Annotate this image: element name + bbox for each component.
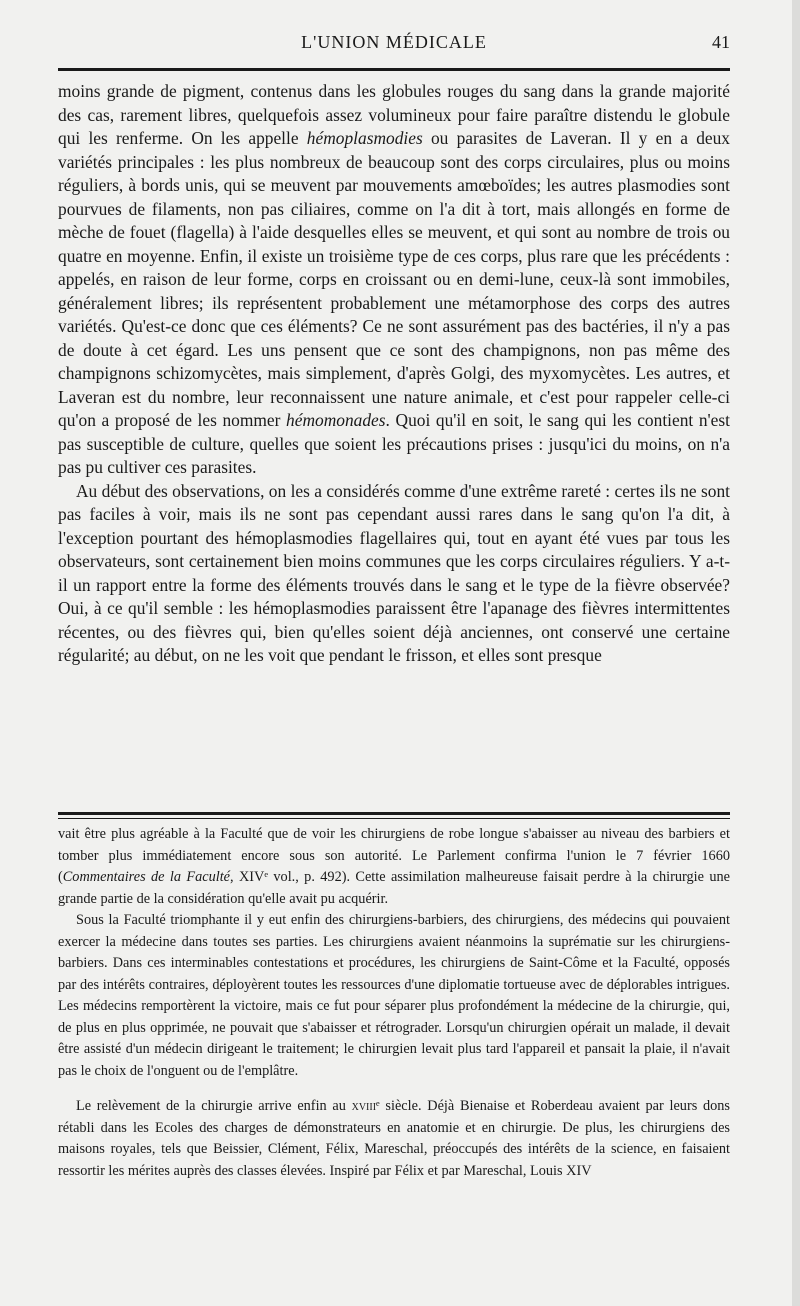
footnote-paragraph-3	[58, 1096, 730, 1182]
footnote-paragraph-2: Sous la Faculté triomphante il y eut enfin des chirurgiens-barbiers, des chirurgiens, des médecins qui pouvaient exercer la médecine dans toutes ses parties. Les chirurgiens avaient néanmoins la suprématie sur les chirurgiens-barbiers. Dans ces interminables contestations et procédures, les chirurgiens de Saint-Côme et la Faculté, opposés par des intérêts contraires, déployèrent toutes les ressources d'une diplomatie tortueuse avec de déplorables intrigues. Les médecins remportèrent la victoire, mais ce fut pour séparer plus profondément la médecine de la chirurgie, qui, de plus en plus opprimée, ne pouvait que s'abaisser et rétrograder. Lorsqu'un chirurgien opérait un malade, il devait être assisté d'un médecin dirigeant le traitement; le chirurgien levait plus tard l'appareil et pansait la plaie, il n'avait pas le choix de l'onguent ou de l'emplâtre.	[58, 912, 730, 1079]
footnote-rule-thin	[58, 818, 730, 819]
text-run: siècle. Déjà Bienaise et Roberdeau avaient par leurs dons rétabli dans les Ecoles des charges de démonstrateurs en anatomie et en chirurgie. De plus, les chirurgiens des maisons royales, tels que Beissier, Clément, Félix, Mareschal, préoccupés des intérêts de la science, en faisaient ressortir les mérites auprès des classes élevées. Inspiré par Félix et par Mareschal, Louis XIV	[58, 1098, 730, 1179]
emphasis-term: hémoplasmodies	[306, 128, 423, 148]
text-run: , XIVᵉ vol., p. 492). Cette assimilation malheureuse faisait perdre à la chirurgie une grande partie de la considération qu'elle avait pu acquérir.	[58, 869, 730, 907]
main-paragraph-1	[58, 80, 730, 480]
main-text	[58, 80, 730, 668]
text-run: moins grande de pigment, contenus dans les globules rouges du sang dans la grande majorité des cas, rarement libres, quelquefois assez volumineux pour faire paraître distendu le globule qui les renferme. On les appelle	[58, 81, 730, 148]
page-edge	[792, 0, 800, 1306]
footnote-paragraph-1	[58, 824, 730, 910]
running-title: L'UNION MÉDICALE	[301, 32, 487, 52]
text-run: . Quoi qu'il en soit, le sang qui les contient n'est pas susceptible de culture, quelles que soient les précautions prises : jusqu'ici du moins, on n'a pas pu cultiver ces parasites.	[58, 410, 730, 477]
emphasis-term: hémomonades	[286, 410, 386, 430]
text-run: Le relèvement de la chirurgie arrive enfin au	[76, 1098, 352, 1114]
footnote-text	[58, 824, 730, 1182]
text-run: ou parasites de Laveran. Il y en a deux variétés principales : les plus nombreux de beaucoup sont des corps circulaires, plus ou moins réguliers, à bords unis, qui se meuvent par mouvements amœboïdes; les autres plasmodies sont pourvues de filaments, non pas ciliaires, comme on l'a dit à tort, mais allongés en forme de mèche de fouet (flagella) à l'aide desquelles elles se meuvent, et qui sont au nombre de trois ou quatre en moyenne. Enfin, il existe un troisième type de ces corps, plus rare que les précédents : appelés, en raison de leur forme, corps en croissant ou en demi-lune, ceux-là sont immobiles, généralement libres; ils représentent probablement une métamorphose des corps des autres variétés. Qu'est-ce donc que ces éléments? Ce ne sont assurément pas des bactéries, il n'y a pas de doute à cet égard. Les uns pensent que ce sont des champignons, non pas même des champignons schizomycètes, mais simplement, d'après Golgi, des myxomycètes. Les autres, et Laveran est du nombre, leur reconnaissent une nature animale, et c'est pour rappeler celle-ci qu'on a proposé de les nommer	[58, 128, 730, 430]
century-numeral: xviiiᵉ	[351, 1098, 380, 1114]
main-paragraph-2: Au début des observations, on les a considérés comme d'une extrême rareté : certes ils ne sont pas faciles à voir, mais ils ne sont pas cependant aussi rares dans le sang qu'on l'a dit, à l'exception pourtant des hémoplasmodies flagellaires qui, tout en ayant été vues par tous les observateurs, sont certainement bien moins communes que les corps circulaires réguliers. Y a-t-il un rapport entre la forme des éléments trouvés dans le sang et le type de la fièvre observée? Oui, à ce qu'il semble : les hémoplasmodies paraissent être l'apanage des fièvres intermittentes récentes, ou des fièvres qui, bien qu'elles soient déjà anciennes, ont conservé une certaine régularité; au début, on ne les voit que pendant le frisson, et elles sont presque	[58, 480, 730, 665]
text-run: vait être plus agréable à la Faculté que de voir les chirurgiens de robe longue s'abaisser au niveau des barbiers et tomber plus immédiatement encore sous son autorité. Le Parlement confirma l'union le 7 février 1660 (	[58, 826, 730, 885]
header-rule	[58, 68, 730, 71]
page-number: 41	[712, 32, 730, 52]
page-header	[58, 32, 730, 58]
footnote-rule	[58, 812, 730, 815]
emphasis-term: Commentaires de la Faculté	[62, 869, 231, 885]
